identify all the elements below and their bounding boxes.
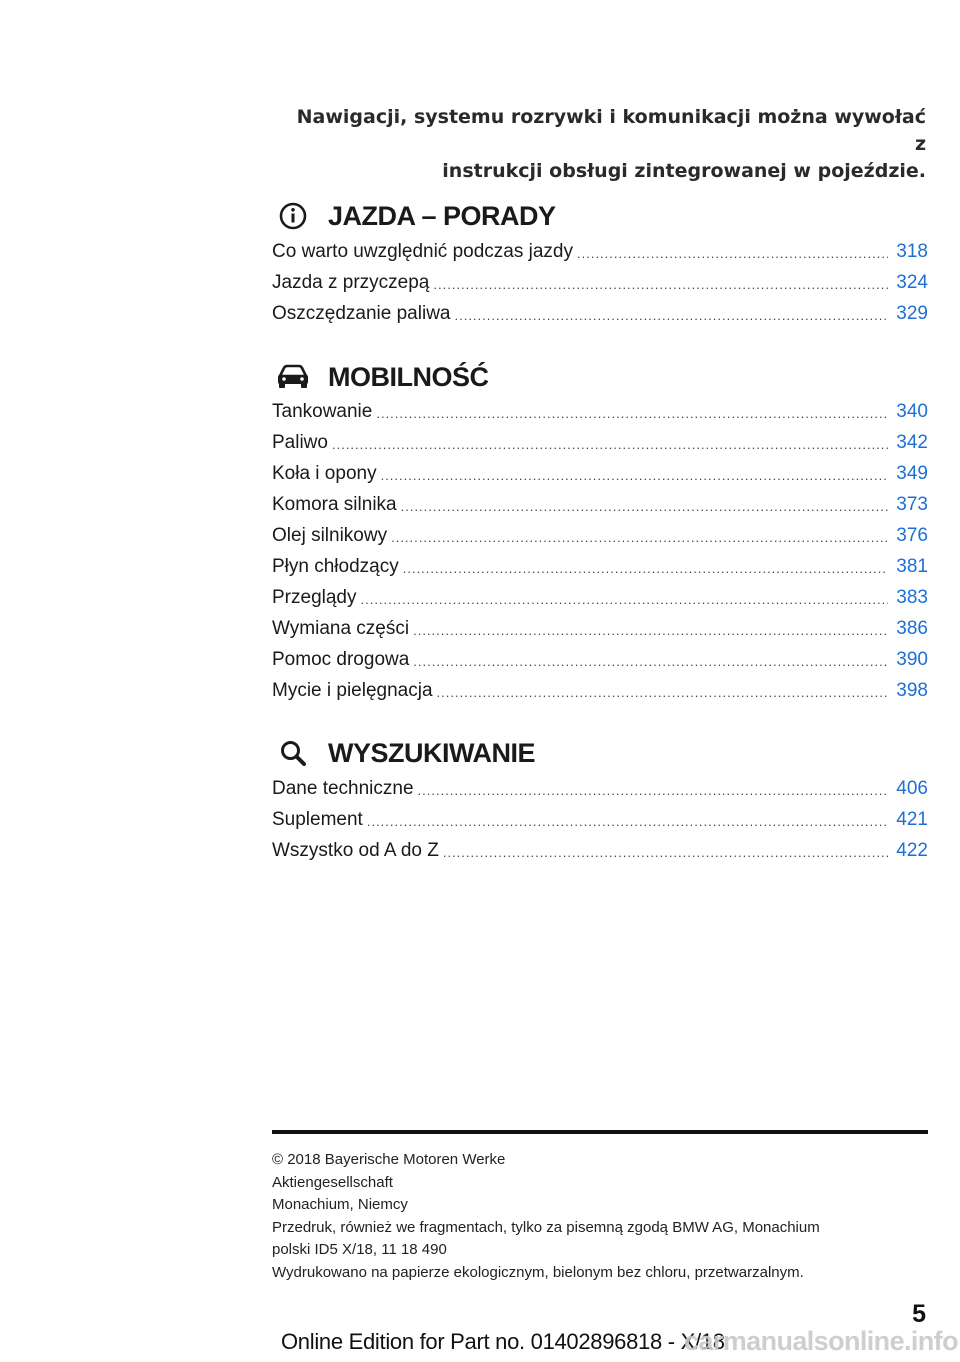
imprint xyxy=(272,1149,928,1284)
section-title: JAZDA – PORADY xyxy=(328,200,556,231)
toc-page-link[interactable]: 373 xyxy=(896,494,928,515)
leader-dots xyxy=(381,466,889,486)
leader-dots xyxy=(433,275,888,295)
leader-dots xyxy=(367,812,888,832)
toc-entry-label: Tankowanie xyxy=(272,401,373,422)
online-edition-note: Online Edition for Part no. 01402896818 - X/18 xyxy=(281,1329,725,1354)
toc-entry-label: Olej silnikowy xyxy=(272,525,388,546)
toc-entry-label: Oszczędzanie paliwa xyxy=(272,303,451,324)
toc-entry-label: Komora silnika xyxy=(272,494,397,515)
toc-entry[interactable] xyxy=(272,644,928,672)
toc-entry[interactable] xyxy=(272,613,928,641)
intro-line-2: instrukcji obsługi zintegrowanej w pojeździe. xyxy=(442,160,926,182)
toc-entry[interactable] xyxy=(272,489,928,517)
imprint-line: polski ID5 X/18, 11 18 490 xyxy=(272,1241,447,1258)
leader-dots xyxy=(391,528,888,548)
imprint-line: Przedruk, również we fragmentach, tylko za pisemną zgodą BMW AG, Monachium xyxy=(272,1218,820,1236)
toc-page-link[interactable]: 386 xyxy=(896,618,928,639)
toc-entry-label: Co warto uwzględnić podczas jazdy xyxy=(272,241,573,262)
toc-entry[interactable] xyxy=(272,773,928,801)
leader-dots xyxy=(413,652,888,672)
intro-text xyxy=(286,104,926,185)
imprint-line: © 2018 Bayerische Motoren Werke xyxy=(272,1151,506,1168)
toc-entry[interactable] xyxy=(272,267,928,295)
toc-page-link[interactable]: 422 xyxy=(896,840,928,861)
section-header-mobilnosc xyxy=(272,357,489,397)
leader-dots xyxy=(454,306,888,326)
toc-page-link[interactable]: 406 xyxy=(896,778,928,799)
toc-entry[interactable] xyxy=(272,835,928,863)
leader-dots xyxy=(401,497,889,517)
toc-entry-label: Jazda z przyczepą xyxy=(272,272,430,293)
toc-entry-label: Dane techniczne xyxy=(272,778,414,799)
footer-divider xyxy=(272,1130,928,1134)
watermark: carmanualsonline.info xyxy=(684,1326,958,1356)
toc-page-link[interactable]: 342 xyxy=(896,432,928,453)
toc-entry-label: Koła i opony xyxy=(272,463,377,484)
toc-entry[interactable] xyxy=(272,520,928,548)
leader-dots xyxy=(413,621,888,641)
leader-dots xyxy=(437,683,889,703)
toc-entry-label: Płyn chłodzący xyxy=(272,556,399,577)
section-title: MOBILNOŚĆ xyxy=(328,361,489,392)
toc-entry-label: Pomoc drogowa xyxy=(272,649,410,670)
toc-page-link[interactable]: 398 xyxy=(896,680,928,701)
leader-dots xyxy=(332,435,888,455)
section-title: WYSZUKIWANIE xyxy=(328,737,535,768)
toc-entry[interactable] xyxy=(272,582,928,610)
toc-entry-label: Wymiana części xyxy=(272,618,410,639)
toc-page-link[interactable]: 390 xyxy=(896,649,928,670)
toc-page-link[interactable]: 421 xyxy=(896,809,928,830)
toc-entry[interactable] xyxy=(272,804,928,832)
toc-entry[interactable] xyxy=(272,236,928,264)
toc-entry[interactable] xyxy=(272,551,928,579)
car-icon xyxy=(276,360,310,394)
page-number: 5 xyxy=(912,1300,926,1328)
toc-entry-label: Paliwo xyxy=(272,432,328,453)
toc-page-link[interactable]: 324 xyxy=(896,272,928,293)
leader-dots xyxy=(376,404,888,424)
toc-entry-label: Mycie i pielęgnacja xyxy=(272,680,433,701)
leader-dots xyxy=(443,843,888,863)
toc-page-link[interactable]: 381 xyxy=(896,556,928,577)
toc-entry-label: Suplement xyxy=(272,809,363,830)
toc-entry[interactable] xyxy=(272,427,928,455)
toc-page-link[interactable]: 340 xyxy=(896,401,928,422)
toc-entry-label: Przeglądy xyxy=(272,587,357,608)
toc-entry[interactable] xyxy=(272,675,928,703)
section-header-wyszukiwanie xyxy=(272,733,535,773)
section-header-jazda-porady xyxy=(272,196,556,236)
leader-dots xyxy=(403,559,889,579)
info-icon xyxy=(276,199,310,233)
leader-dots xyxy=(418,781,889,801)
imprint-line: Monachium, Niemcy xyxy=(272,1196,408,1213)
imprint-line: Wydrukowano na papierze ekologicznym, bielonym bez chloru, przetwarzalnym. xyxy=(272,1263,804,1281)
imprint-line: Aktiengesellschaft xyxy=(272,1173,393,1191)
toc-page-link[interactable]: 318 xyxy=(896,241,928,262)
intro-line-1: Nawigacji, systemu rozrywki i komunikacji można wywołać z xyxy=(296,106,926,155)
toc-entry[interactable] xyxy=(272,298,928,326)
toc-entry[interactable] xyxy=(272,396,928,424)
toc-page-link[interactable]: 349 xyxy=(896,463,928,484)
toc-page-link[interactable]: 376 xyxy=(896,525,928,546)
toc-page-link[interactable]: 383 xyxy=(896,587,928,608)
leader-dots xyxy=(361,590,889,610)
search-icon xyxy=(276,736,310,770)
toc-page-link[interactable]: 329 xyxy=(896,303,928,324)
leader-dots xyxy=(577,244,888,264)
toc-entry-label: Wszystko od A do Z xyxy=(272,840,439,861)
toc-entry[interactable] xyxy=(272,458,928,486)
